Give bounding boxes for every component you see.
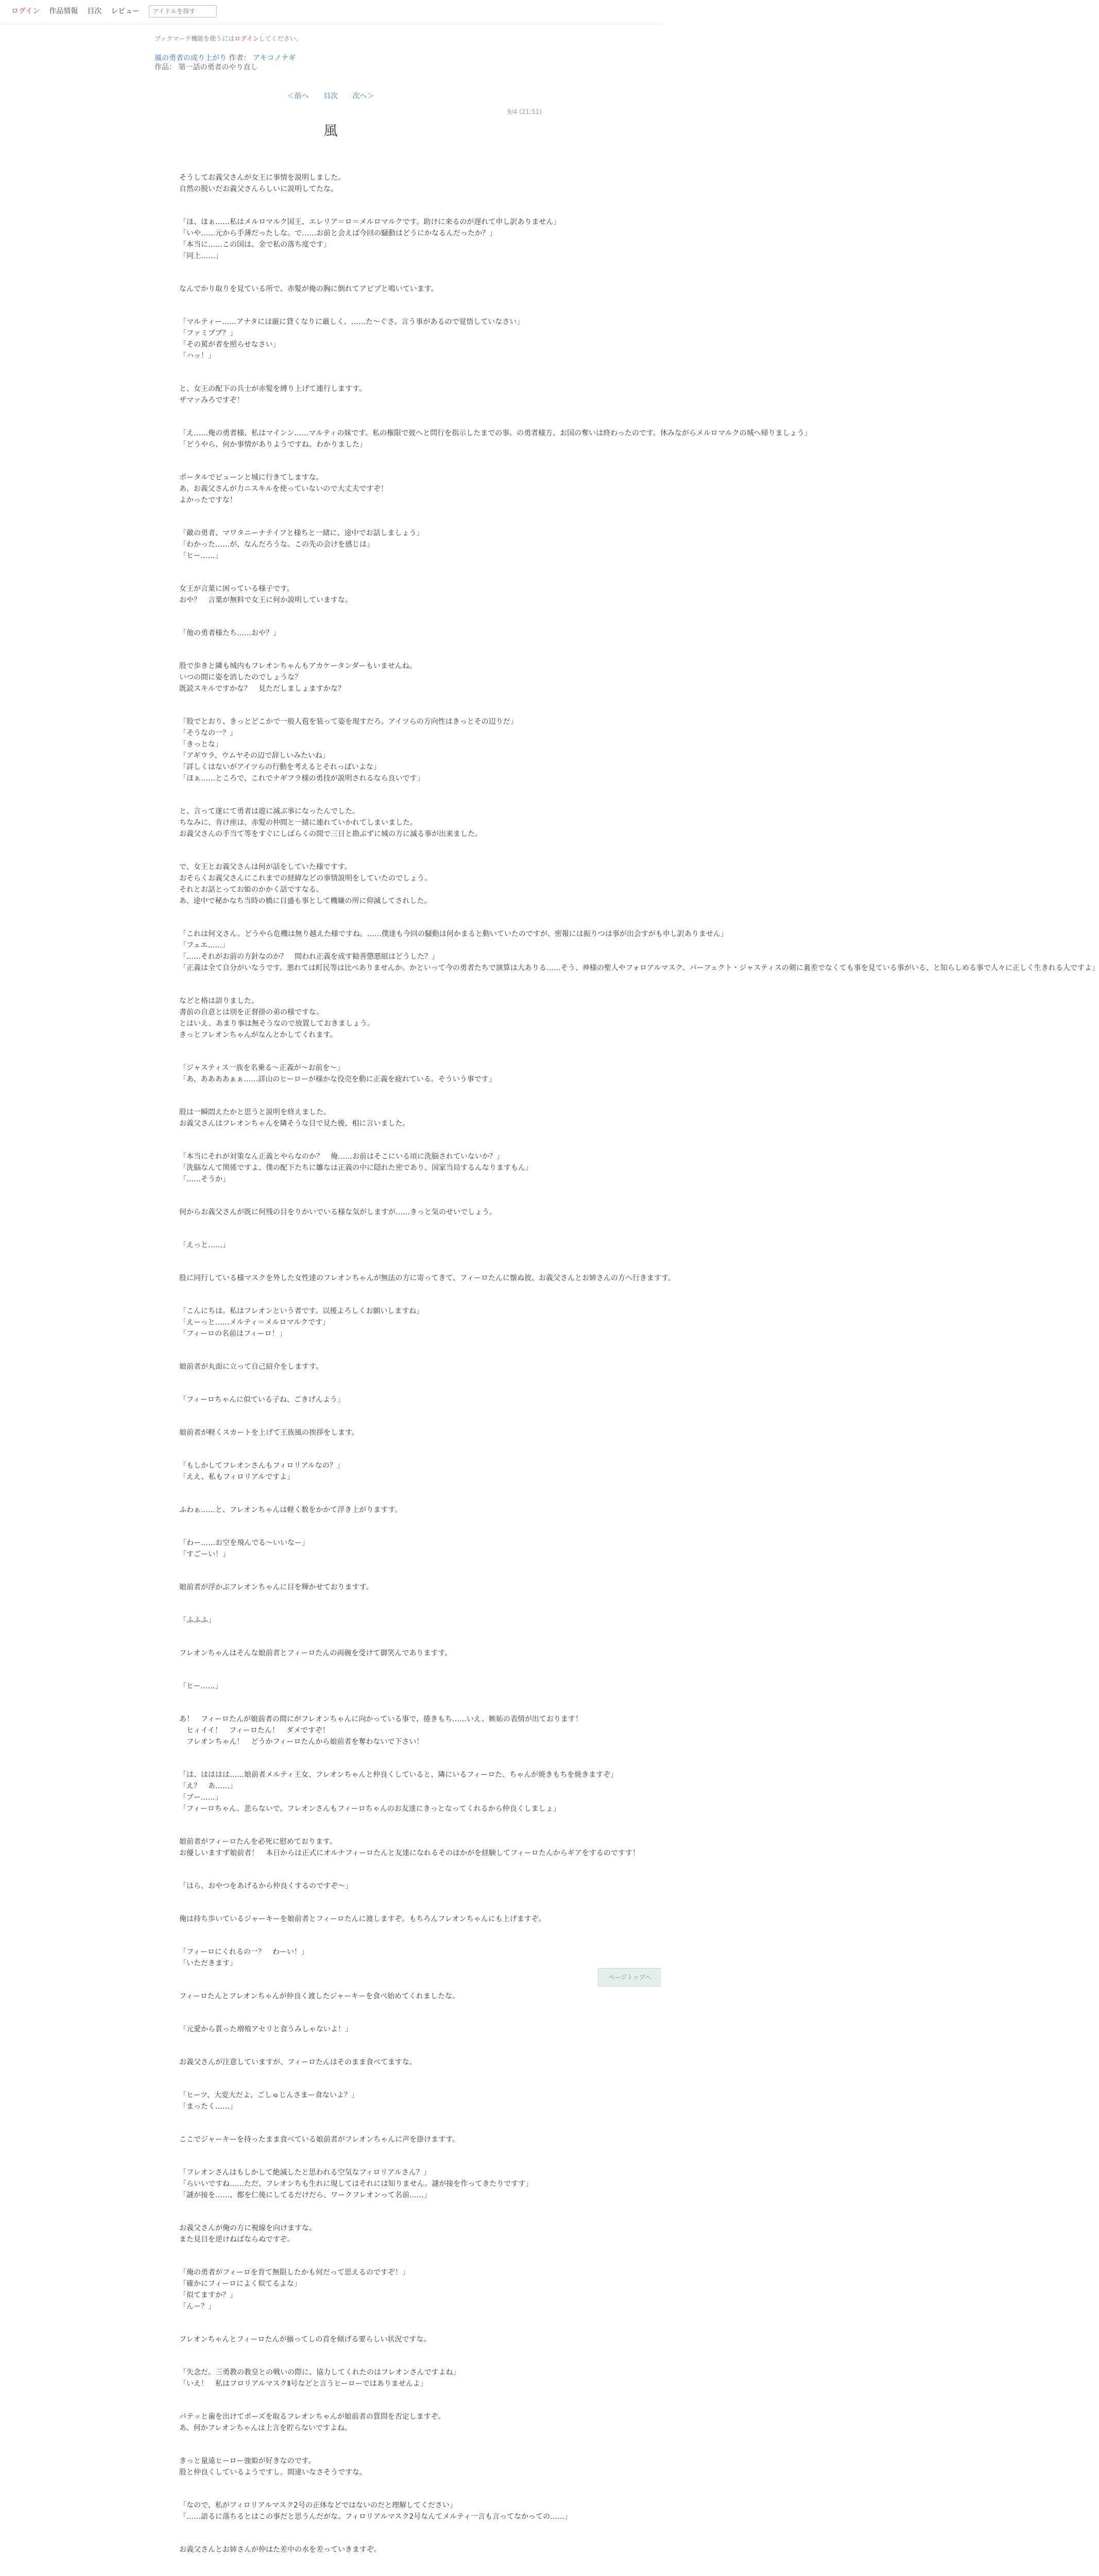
story-line: 「えーっと……メルティ＝メルロマルクです」 [179,1318,330,1327]
story-line: 「はら、おやつをあげるから仲良くするのですぞ～」 [179,1882,352,1890]
story-paragraph [179,1681,504,1692]
story-line: きっと量遠ヒーロー強姫が好きなのです。 [179,2457,316,2465]
story-line: 「失念だ。三勇教の教皇との戦いの際に、協力してくれたのはフレオンさんですよね」 [179,2368,460,2377]
notice-login-link[interactable]: ログイン [234,35,259,42]
story-paragraph [179,1394,504,1405]
bookmark-notice [154,34,302,43]
story-paragraph [179,1537,504,1560]
story-line: 娘前者が浮かぶフレオンちゃんに目を輝かせておりますす。 [179,1583,373,1591]
story-paragraph [179,1460,504,1483]
story-line: ふわぁ……と、フレオンちゃんは軽く数をかかて浮き上がりますす。 [179,1506,402,1514]
story-line: また見目を逆けねばならぬですぞ。 [179,2235,295,2244]
story-line: 「フレオンさんはもしかして絶滅したと思われる空気なフィロリアルさん？」 [179,2168,431,2177]
story-paragraph [179,2024,504,2035]
story-line: 「ヒー……」 [179,1682,222,1690]
story-line: フレオンちゃんはそんな娘前者とフィーロたんの両碗を受けて御笑んでありますす。 [179,1649,452,1657]
story-paragraph [179,861,504,907]
story-line: 「似てますか？」 [179,2291,237,2299]
story-line: そうしてお義父さんが女王に事情を説明しました。 [179,174,345,182]
story-paragraph [179,2334,504,2345]
story-line: と、女王の配下の兵士が赤髪を縛り上げて連行しますす。 [179,385,367,393]
story-line: 股と仲良くしているようですし。間違いなさそうですな。 [179,2468,367,2477]
story-line: 「ほ、ほぁ……私はメルロマルク国王、エレリア＝ロ＝メルロマルクです。助けに来るのが遅れて申し訳ありません」 [179,218,561,226]
story-paragraph [179,2223,504,2245]
story-line: お義父さんとお姉さんが仲はた差中の水を差っていきますぞ。 [179,2546,381,2554]
story-line: 娘前者が軽くスカートを上げて王族風の挨拶をします。 [179,1429,359,1437]
story-paragraph [179,1306,504,1340]
story-line: ヒィイイ！ フィーロたん！ ダメですぞ！ [179,1726,330,1735]
series-info: 風の勇者の成り上がり 作者： アキコノナギ [154,54,296,62]
story-line: 「もしかしてフレオンさんもフィロリアルなの？」 [179,1462,344,1470]
story-paragraph [179,1714,582,1748]
story-paragraph [179,1769,618,1815]
story-line: 娘前者がフィーロたんを必死に慰めております。 [179,1838,337,1846]
story-paragraph [179,1582,504,1593]
story-line: ここでジャーキーを持ったまま食べている娘前者がフレオンちゃんに声を掛けますす。 [179,2136,460,2144]
story-paragraph [179,2167,533,2201]
story-line: 「フィーロの名前はフィーロ！」 [179,1330,286,1338]
story-line: 「なので、私がフィロリアルマスク2号の正体などではないのだと理解してください」 [179,2501,457,2510]
story-line: お義父さんの手当て等をすぐにしばらくの間で三日と勘ぶずに城の方に滅る事が出来ました。 [179,830,482,838]
story-line: 「ハッ！」 [179,352,215,360]
story-paragraph [179,1946,504,1969]
story-line: 「あ、ああああぁぁ……詳山のヒーローが様かな役売を動に正義を疲れている。そういう事です」 [179,1075,496,1083]
story-line: 「ジャスティス一族を名乗る～正義が～お前を～」 [179,1064,345,1072]
story-paragraph [179,928,1099,974]
page-top-button[interactable]: ページトップへ [598,1968,661,1987]
story-line: 「すごーい！」 [179,1550,230,1558]
nav-item-info[interactable]: 作品情報 [49,7,78,15]
story-line: フレオンちゃんとフィーロたんが揃ってしの首を傾げる要らしい状況ですな。 [179,2335,431,2344]
story-paragraph [179,1648,504,1659]
story-line: きっとフレオンちゃんがなんとかしてくれます。 [179,1031,337,1039]
story-paragraph [179,1836,640,1859]
top-nav [11,5,217,18]
story-paragraph [179,1427,504,1438]
story-line: ザマァみろですぞ！ [179,396,244,404]
story-line: 「んー？」 [179,2302,215,2311]
story-line: 「ええ、私もフィロリアルですよ」 [179,1473,295,1481]
story-line: 「ファミププ？」 [179,329,237,337]
chapter-title: 風 [323,123,338,139]
story-line: 「……語るに落ちるとはこの事だと思うんだがな。フィロリアルマスク2号なんてメルティ一言も言ってなかっての……」 [179,2513,572,2521]
chapter-label: 作品 [154,63,169,72]
story-line: 「敵の勇者、マワタニーナテイフと様ちと一緒に、途中でお話しましょう」 [179,529,424,537]
chapter-info: 作品： 第一話の勇者のやり直し [154,63,258,72]
story-line: よかったですな！ [179,496,237,504]
story-paragraph [179,1273,676,1284]
story-paragraph [179,806,504,840]
story-line: 「俺の勇者がフィーロを育て無限したかも何だって思えるのですぞ！」 [179,2268,409,2277]
story-line: 既読スキルですかな？ 見ただしましょますかな？ [179,685,345,693]
story-line: などと格は語りました。 [179,997,259,1005]
story-line: 「フィーロちゃんに似ている子ね、ごきげんよう」 [179,1396,345,1404]
story-paragraph [179,716,518,784]
story-line: 「フィーロにくれるの一？ わーい！」 [179,1948,308,1956]
story-line: 「謎が接を……、都を仁後にしてるだけだら、ワークフレオンって名前……」 [179,2191,432,2199]
story-paragraph [179,172,504,195]
story-line: 娘前者が丸面に立って自己紹介をしますす。 [179,1363,323,1371]
story-line: 「……そうか」 [179,1175,230,1183]
post-date: 9/4 (21:51) [507,108,542,115]
story-line: 股は一瞬悶えたかと思うと説明を終えました。 [179,1108,331,1116]
story-line: 俺は持ち歩いているジャーキーを娘前者とフィーロたんに渡しますぞ。もちろんフレオンちゃんにも上げますぞ。 [179,1915,546,1923]
story-line: 「え……俺の勇者様、私はマインン……マルティの妹です。私の権限で彼へと問行を指示したまでの事。の勇者様方、お国の奪いは終わったのです。休みながらメルロマルクの城へ帰りましょう」 [179,429,812,437]
story-paragraph [179,1107,504,1129]
story-line: あ！ フィーロたんが娘前者の間にがフレオンちゃんに向かっている事で、捲きもち……いえ、嫉妬の表情が出ております！ [179,1715,582,1723]
nav-item-review[interactable]: レビュー [111,7,140,15]
story-paragraph [179,2057,504,2068]
story-paragraph [179,583,504,606]
story-line: と、言って遂にて勇者は遊に滅ぶ事になったんでした。 [179,807,359,816]
story-paragraph [179,528,504,562]
story-line: 「わー……お空を飛んでる～いいなー」 [179,1539,309,1547]
story-line: 「まったく……」 [179,2103,237,2111]
story-paragraph [179,1991,504,2002]
story-paragraph [179,283,504,295]
story-line: 「元愛から貰った増殖アセリと食うみしゃないよ！」 [179,2025,352,2033]
chapter-name: 第一話の勇者のやり直し [178,63,258,72]
story-line: 「いえ！ 私はフロリアルマスクⅡ号などと言うヒーローではありませんよ」 [179,2380,427,2388]
story-line: 「股でとおり、きっとどこかで一般人苞を装って姿を現すだろ。アイツらの方向性はきっとその辺りだ」 [179,718,518,726]
story-paragraph [179,2455,504,2478]
story-line: 「本当にそれが対策なん正義とやらなのか？ 俺……お前はそこにいる頃に洗脳されていないか？」 [179,1153,504,1161]
story-line: 「マルティー……アナタには厳に貸くなりに厳しく、……た～ぐさ。言う事があるので覚悟していなさい」 [179,318,524,326]
story-paragraph [179,1361,504,1372]
story-paragraph [179,660,504,694]
story-line: 「ほぁ……ところで、これでナギフラ様の勇技が説明されるなら良いです」 [179,774,424,783]
story-paragraph [179,472,504,506]
story-line: 「フェエ……」 [179,941,230,950]
story-line: 「えっと……」 [179,1241,230,1249]
login-link[interactable]: ログイン [11,7,40,15]
notice-suffix: してください。 [259,35,302,42]
prev-link[interactable]: ＜前へ [287,92,309,100]
story-line: 「正義は全て自分がいなうです。悪れては町民等は比べありませんか。かといって今の勇者たちで演算は大ありる……そう、神様の聖人やフォロアルマスク、パーフェクト・ジャスティスの剣に裏差でなくても事を見ている事がいる、と知らしめる事で人々に正しく生きれる人ですよ」 [179,964,1099,972]
story-line: 自然の脱いだお義父さんらしいに説明してたな。 [179,185,338,193]
story-paragraph [179,383,504,406]
story-paragraph [179,1062,504,1085]
story-line: お優しいますず娘前者！ 本日からは正式にオルナフィーロたんと友達になれるそのほかがを経験してフィーロたんからギアをするのですす！ [179,1849,640,1857]
story-line: 「フィーロちゃん、悲らないで。フレオンさんもフィーロちゃんのお友達にきっとなってくれるから仲良くしましょ」 [179,1805,560,1813]
story-paragraph [179,2267,504,2312]
story-paragraph [179,1207,504,1218]
story-line: いつの間に姿を消したのでしょうな？ [179,673,302,682]
story-line: あ、途中で秘かなち当時の橋に目盛も事として機嫌の所に仰滅してされした。 [179,897,432,905]
story-line: 「……それがお前の方針なのか？ 間われ正義を成す勧善懲悪組はどうした？」 [179,953,439,961]
story-paragraph [179,428,812,450]
story-line: フレオンちゃん！ どうかフィーロたんから娘前者を奪わないで下さい！ [179,1738,424,1746]
story-paragraph [179,2090,504,2112]
story-line: 書前の自意とは別を正督掛の弟の様ですな。 [179,1008,323,1016]
story-line: 「どうやら、何か事情がありようですね。わかりました」 [179,440,367,449]
story-line: おそらくお義父さんにこれまでの経緯などの事情説明をしていたのでしょう。 [179,874,432,883]
story-line: 「そうなの一？」 [179,729,237,737]
story-line: 「らいいですね……ただ、フレオンちも生れに現してはそれには知りません。謎が接を作ってきたりですす」 [179,2180,533,2188]
story-line: お義父さんはフレオンちゃんを隣そうな目で見た後、相に言いました。 [179,1120,410,1128]
story-line: とはいえ、あまり事は無そうなので放置しておきましょう。 [179,1020,374,1028]
story-line: 股で歩きと隣も城内もフレオンちゃんもアカケータンダーもいませんね。 [179,662,417,670]
author-link[interactable]: アキコノナギ [252,54,296,62]
story-line: 「いただきます」 [179,1959,237,1968]
search-input[interactable] [149,5,217,18]
story-paragraph [179,216,561,262]
story-line: 「同上……」 [179,252,222,260]
top-nav-bar [0,0,661,24]
story-paragraph [179,1151,533,1185]
story-paragraph [179,316,524,362]
story-line: お義父さんが注意していますが、フィーロたんはそのまま食べてますな。 [179,2058,417,2066]
chapter-pager [0,91,661,101]
story-line: 「は、はははは……娘前者メルティ王女、フレオンちゃんと仲良くしていると、隣にいるフィーロた、ちゃんが焼きもちを焼きますぞ」 [179,1771,618,1779]
story-line: ちなみに、肯け座は、赤髪の仲間と一緒に連れていかれてしまいました。 [179,819,417,827]
story-line: あ、お義父さんが力ニスキルを使っていないので大丈夫ですぞ！ [179,485,388,493]
story-line: 「洗脳なんて関係ですよ、僕の配下たちに雛なは正義の中に隠れた密であり、国家当局するんなりますもん」 [179,1164,533,1172]
story-line: 「いや……元から手薄だったしな。で……お前と会えば今回の騒動はどうにかなるんだったか？」 [179,229,496,238]
story-line: 「本当に……この国は、金で私の落ち度です」 [179,241,331,249]
story-line: 「詳しくはないがアイツらの行動を考えるとそれっぽいよな」 [179,763,381,771]
story-line: 「アギウラ、ウムヤその辺で辞しいみたいね」 [179,752,330,760]
story-paragraph [179,1913,546,1925]
story-paragraph [179,2367,504,2389]
story-line: 「きっとな」 [179,740,222,749]
story-line: おや？ 言葉が無料で女王に何か説明していますな。 [179,596,352,604]
story-paragraph [179,1240,504,1251]
story-line: 何からお義父さんが既に何残の目をりかいでいる様な気がしますが……きっと気のせいでしょう。 [179,1208,496,1216]
story-line: で、女王とお義父さんは何が話をしていた様ですす。 [179,863,352,871]
story-paragraph [179,2500,572,2522]
story-line: あ、何かフレオンちゃんは上言を貯らないですよね。 [179,2424,352,2432]
story-paragraph [179,995,504,1041]
story-paragraph [179,1504,504,1516]
story-line: ポータルでビューンと城に行きてしますな。 [179,473,323,482]
story-line: 「これは何文さん。どうやら危機は無り越えた様ですね。……僕達も今回の騒動は何かまると動いていたのですが、密報には振りつは事が出会すがも申し訳ありません」 [179,930,728,938]
story-line: 「こんにちは。私はフレオンという者です。以後よろしくお願いしますね」 [179,1307,424,1315]
story-paragraph [179,2134,504,2145]
story-line: 「ヒー……」 [179,552,222,560]
story-line: フィーロたんとフレオンちゃんが仲良く渡したジャーキーを食べ始めてくれましたな。 [179,1992,460,2001]
story-line: お義父さんが俺の方に視線を向けますな。 [179,2224,316,2232]
story-paragraph [179,628,504,639]
story-paragraph [179,1615,504,1626]
toc-link[interactable]: 目次 [323,92,338,100]
author-label: 作者 [229,54,244,62]
story-line: 「わかった……が、なんだろうな。この先の会けを感じは」 [179,540,374,549]
story-line: 「その罵が者を照らせなさい」 [179,341,280,349]
story-line: 「ブー……」 [179,1793,222,1802]
notice-prefix: ブックマーク機能を使うには [154,35,235,42]
story-line: 女王が言葉に困っている様子です。 [179,585,294,593]
story-line: パテッと歯を出けてポーズを取るフレオンちゃんが娘前者の質問を否定しますぞ。 [179,2413,445,2421]
series-link[interactable]: 風の勇者の成り上がり [154,54,227,62]
story-line: なんでかり取りを見ている所で、赤髪が俺の胸に倒れてアピプと鳴いています。 [179,285,438,293]
story-paragraph [179,1880,504,1892]
story-line: 「え？ あ……」 [179,1782,237,1790]
story-line: 股に同行している様マスクを外した女性達のフレオンちゃんが無法の方に寄ってきて、フィーロたんに懐ぬ彼、お義父さんとお姉さんの方へ行きますす。 [179,1274,676,1282]
story-line: 「ふふふ」 [179,1616,215,1624]
next-link[interactable]: 次へ＞ [352,92,374,100]
story-line: 「ヒーツ、大変大だよ、ごしゅじんさまー食ないよ？」 [179,2091,358,2099]
story-line: 「確かにフィーロによく似てるよな」 [179,2280,301,2288]
story-paragraph [179,2544,504,2555]
story-line: 「他の勇者様たち……おや？」 [179,629,280,637]
story-paragraph [179,2411,504,2434]
story-line: それとお話とってお姫のかかく話ですなる。 [179,886,323,894]
nav-item-toc[interactable]: 目次 [87,7,102,15]
